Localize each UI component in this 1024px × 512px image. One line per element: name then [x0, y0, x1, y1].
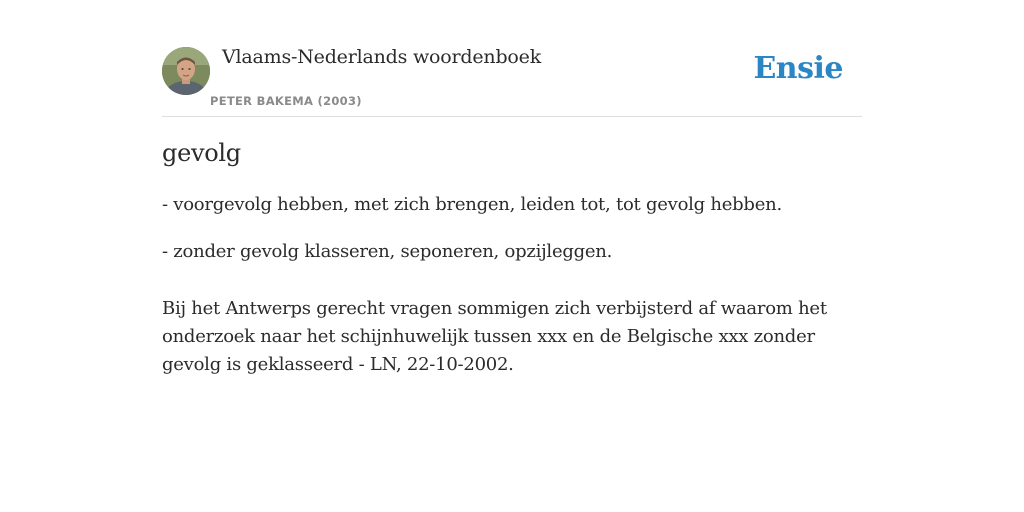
headword: gevolg — [162, 139, 241, 167]
author-name[interactable]: PETER BAKEMA (2003) — [210, 94, 362, 108]
dictionary-title[interactable]: Vlaams-Nederlands woordenboek — [222, 46, 542, 68]
entry-header — [162, 0, 862, 117]
author-photo-icon — [162, 47, 210, 95]
definition-line: - voorgevolg hebben, met zich brengen, leiden tot, tot gevolg hebben. — [162, 194, 782, 215]
usage-example: Bij het Antwerps gerecht vragen sommigen zich verbijsterd af waarom het onderzoek naar het schijnhuwelijk tussen xxx en de Belgische xxx zonder gevolg is geklasseerd - LN, 22-10-2002. — [162, 298, 827, 375]
author-avatar[interactable] — [162, 47, 210, 95]
entry-card — [162, 0, 862, 375]
definition-line: - zonder gevolg klasseren, seponeren, opzijleggen. — [162, 241, 613, 262]
ensie-logo[interactable]: Ensie — [753, 51, 843, 86]
